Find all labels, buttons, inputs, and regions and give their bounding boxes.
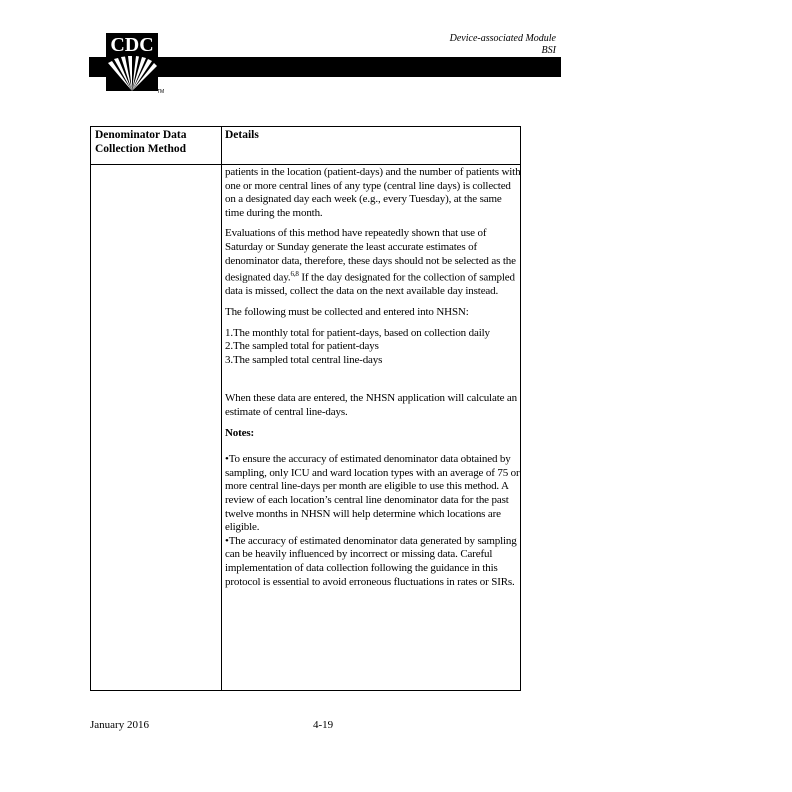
note-text: To ensure the accuracy of estimated denominator data obtained by sampling, only ICU and ward location types with an average of 75 or more central line-days per month are eligible to use this method. A review of each location’s central line denominator data for the past twelve months in NHSN will help determine which locations are eligible.: [225, 453, 520, 534]
evaluations-text-cont: If the day designated for the collection of sampled data is missed, collect the data on the next available day instead.: [225, 271, 515, 298]
note-item: [225, 453, 521, 535]
column-header-method: Denominator Data Collection Method: [95, 129, 187, 155]
list-item: 2.The sampled total for patient-days: [225, 340, 379, 353]
paragraph-entered: When these data are entered, the NHSN application will calculate an estimate of central line-days.: [225, 392, 518, 418]
cdc-logo-graphic: [106, 33, 158, 91]
bullet-icon: •: [225, 453, 229, 466]
reference-superscript: 6,8: [290, 270, 299, 279]
collection-list: [225, 327, 521, 368]
note-text: The accuracy of estimated denominator data generated by sampling can be heavily influenced by incorrect or missing data. Careful implementation of data collection following the guidance in this protocol is essential to avoid erroneous fluctuations in rates or SIRs.: [225, 534, 517, 588]
header-bar: [89, 57, 561, 77]
denominator-table: [90, 126, 521, 691]
evaluations-text: Evaluations of this method have repeatedly shown that use of Saturday or Sunday generate the least accurate estimates of denominator data, therefore, these days should not be selected as the designated day.: [225, 227, 516, 284]
module-section: BSI: [541, 45, 556, 56]
note-item: [225, 535, 521, 589]
cdc-logo: [106, 33, 158, 91]
paragraph-evaluations: [225, 227, 521, 299]
column-header-details: Details: [225, 129, 259, 141]
details-cell: [225, 166, 521, 589]
paragraph-must-collect: The following must be collected and entered into NHSN:: [225, 306, 469, 318]
list-item: 3.The sampled total central line-days: [225, 353, 383, 366]
module-name: Device-associated Module: [449, 33, 556, 44]
list-item: 1.The monthly total for patient-days, based on collection daily: [225, 326, 490, 339]
page-number: 4-19: [313, 719, 334, 731]
column-divider: [221, 127, 222, 690]
header-divider: [91, 164, 520, 165]
logo-text: CDC: [110, 34, 154, 56]
module-header: [450, 33, 556, 57]
bullet-icon: •: [225, 534, 229, 547]
footer-date: January 2016: [90, 719, 149, 731]
logo-trademark: TM: [157, 89, 165, 95]
notes-heading: Notes:: [225, 426, 255, 439]
paragraph-collection: patients in the location (patient-days) and the number of patients with one or more central lines of any type (central line days) is collected on a designated day each week (e.g., every Tuesday), at the same time during the month.: [225, 166, 521, 219]
